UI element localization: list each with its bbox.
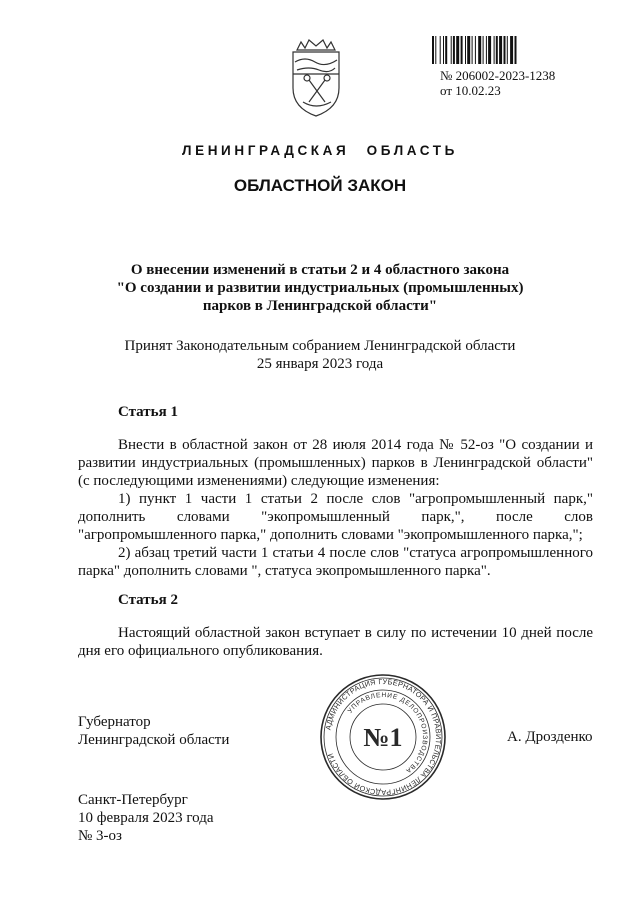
barcode-bar	[461, 36, 463, 64]
official-seal	[318, 672, 448, 802]
barcode-bar	[475, 36, 476, 64]
issue-city: Санкт-Петербург	[78, 792, 188, 808]
law-title-line: парков в Ленинградской области"	[202, 298, 438, 314]
seal-number: №1	[363, 723, 403, 752]
law-title	[60, 261, 580, 315]
barcode-bar	[456, 36, 459, 64]
seal-ring-text: АДМИНИСТРАЦИЯ ГУБЕРНАТОРА И ПРАВИТЕЛЬСТВА ЛЕНИНГРАДСКОЙ ОБЛАСТИ	[323, 676, 444, 798]
barcode-bar	[445, 36, 447, 64]
article-1-intro: Внести в областной закон от 28 июля 2014 года № 52-оз "О создании и развитии индустриальных (промышленных) парков в Ленинградской области" (с последующими изменениями) следующие изменения:	[78, 437, 593, 489]
barcode-bar	[432, 36, 434, 64]
barcode-bar	[443, 36, 444, 64]
barcode-bar	[515, 36, 517, 64]
barcode-bar	[510, 36, 513, 64]
article-1-item: 1) пункт 1 части 1 статьи 2 после слов "агропромышленный парк," дополнить словами "экопромышленный парк,", после слов "агропромышленного парка," дополнить словами "экопромышленного парка,";	[78, 491, 593, 543]
barcode-bar	[440, 36, 441, 64]
signatory-position-line: Ленинградской области	[78, 732, 230, 748]
barcode	[432, 36, 590, 64]
adoption-date: 25 января 2023 года	[256, 356, 384, 372]
barcode-bar	[472, 36, 473, 64]
article-1-item: 2) абзац третий части 1 статьи 4 после слов "статуса агропромышленного парка" дополнить словами ", статуса экопромышленного парка".	[78, 545, 593, 579]
barcode-bar	[494, 36, 495, 64]
issue-details	[78, 791, 214, 845]
barcode-bar	[499, 36, 502, 64]
article-1-heading: Статья 1	[118, 404, 178, 420]
barcode-bar	[467, 36, 470, 64]
article-2-body	[78, 624, 593, 660]
barcode-bar	[488, 36, 491, 64]
law-title-line: О внесении изменений в статьи 2 и 4 областного закона	[130, 262, 510, 278]
registration-number: № 206002-2023-1238	[440, 68, 556, 83]
barcode-bar	[478, 36, 481, 64]
barcode-bar	[435, 36, 436, 64]
registration-date: от 10.02.23	[440, 83, 501, 98]
signatory-position	[78, 713, 229, 749]
region-heading: ЛЕНИНГРАДСКАЯ ОБЛАСТЬ	[182, 143, 458, 158]
law-type-heading: ОБЛАСТНОЙ ЗАКОН	[233, 176, 407, 195]
article-1-body	[78, 436, 593, 580]
signer-name: А. Дрозденко	[507, 729, 593, 745]
adoption-note	[60, 337, 580, 373]
barcode-bar	[496, 36, 498, 64]
issue-date: 10 февраля 2023 года	[78, 810, 214, 826]
barcode-bar	[507, 36, 508, 64]
law-number: № 3-оз	[78, 828, 122, 844]
barcode-bar	[465, 36, 466, 64]
coat-of-arms-emblem	[285, 36, 347, 120]
signatory-position-line: Губернатор	[78, 714, 151, 730]
article-2-heading: Статья 2	[118, 592, 178, 608]
registration-stamp	[440, 68, 555, 98]
article-2-text: Настоящий областной закон вступает в силу по истечении 10 дней после дня его официального опубликования.	[78, 625, 593, 659]
barcode-bar	[451, 36, 452, 64]
seal-inner-text: УПРАВЛЕНИЕ ДЕЛОПРОИЗВОДСТВА	[346, 691, 429, 775]
barcode-bar	[453, 36, 455, 64]
barcode-bar	[483, 36, 484, 64]
adoption-body: Принят Законодательным собранием Ленинградской области	[124, 338, 516, 354]
law-title-line: "О создании и развитии индустриальных (промышленных)	[116, 280, 524, 296]
barcode-bar	[486, 36, 487, 64]
barcode-bar	[504, 36, 506, 64]
